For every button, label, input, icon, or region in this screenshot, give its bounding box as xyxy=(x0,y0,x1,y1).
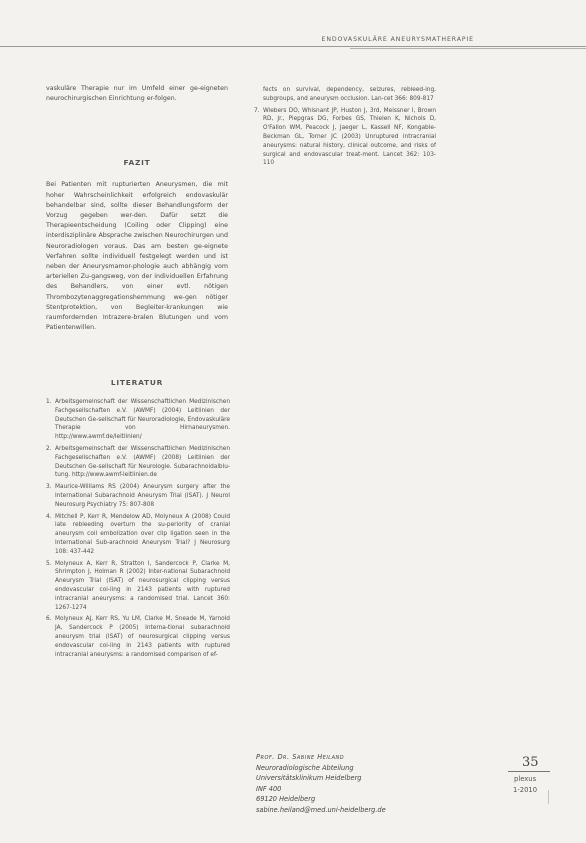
reference-item xyxy=(46,560,230,613)
author-address xyxy=(256,752,456,815)
reference-number: 1. xyxy=(46,399,52,405)
header-rule-secondary xyxy=(350,48,586,49)
reference-text: Wiebers DO, Whisnant JP, Huston J, 3rd, Meissner I, Brown RD, Jr., Piepgras DG, Forbes GS, Thielen K, Nichols D, O'Fallon WM, Peacock J, Jaeger L, Kassell NF, Kongable-Beckman GL, Torner JC (2003) Unruptured intracranial aneurysms: natural history, clinical outcome, and risks of surgical and endovascular treat-ment. Lancet 362: 103-110 xyxy=(263,107,436,167)
reference-number: 3. xyxy=(46,484,52,491)
reference-number: 5. xyxy=(46,560,52,567)
reference-number: 6. xyxy=(46,616,52,623)
fazit-text: Bei Patienten mit rupturierten Aneurysmen, die mit hoher Wahrscheinlichkeit erfolgreich endovaskulär behandelbar sind, sollte dieser Behandlungsform der Vorzug gegeben wer-den. Dafür setzt die Therapieentscheidung (Coiling oder Clipping) eine interdisziplinäre Absprache zwischen Neurochirurgen und Neuroradiologen voraus. Das am besten ge-eignete Verfahren sollte individuell festgelegt werden und ist neben der Aneurysmamor-phologie auch abhängig vom arteriellen Zu-gangsweg, von der individuellen Erfahrung des Behandlers, von einer evtl. nötigen Thrombozytenaggregationshemmung we-gen nötiger Stentprotektion, von Begleiter-krankungen wie raumfordernden Intrazere-bralen Blutungen und vom Patientenwillen. xyxy=(46,181,228,332)
reference-text: Mitchell P, Kerr R, Mendelow AD, Molyneux A (2008) Could late rebleeding overturn the su-periority of cranial aneurysm coil embolization over clip ligation seen in the International Sub-arachnoid Aneurysm Trial? J Neurosurg 108: 437-442 xyxy=(55,513,230,555)
journal-issue: 1-2010 xyxy=(513,786,538,794)
reference-text: Molyneux A, Kerr R, Stratton I, Sandercock P, Clarke M, Shrimpton J, Holman R (2002) Inter-national Subarachnoid Aneurysm Trial (ISAT) of neurosurgical clipping versus endovascular coi-ling in 2143 patients with ruptured intracranial aneurysms: a randomised trial. Lancet 360: 1267-1274 xyxy=(55,560,230,611)
reference-item xyxy=(254,107,436,169)
intro-paragraph: vaskuläre Therapie nur im Umfeld einer ge-eigneten neurochirurgischen Einrichtung er-folgen. xyxy=(46,85,228,103)
reference-item xyxy=(46,445,230,480)
header-rule xyxy=(0,46,586,47)
reference-number: 4. xyxy=(46,513,52,520)
reference-item xyxy=(46,615,230,659)
reference-item xyxy=(46,483,230,509)
reference-list-continued xyxy=(254,86,436,171)
edge-mark xyxy=(548,790,549,804)
author-name: Prof. Dr. Sabine Heiland xyxy=(256,753,345,761)
reference-text: Arbeitsgemeinschaft der Wissenschaftlichen Medizinischen Fachgesellschaften e.V. (AWMF) (2004) Leitlinien der Deutschen Ge-sellschaft für Neuroradiologie, Endovaskuläre Therapie von Hirnaneurysmen. http://www.awmf.de/leitlinien/ xyxy=(55,399,230,441)
reference-list xyxy=(46,398,230,662)
author-line: INF 400 xyxy=(256,784,282,793)
fazit-heading: FAZIT xyxy=(123,158,151,167)
left-column-intro xyxy=(46,84,228,104)
author-line: 69120 Heidelberg xyxy=(256,795,316,803)
author-line: Universitätsklinikum Heidelberg xyxy=(256,774,362,782)
author-email: sabine.heiland@med.uni-heidelberg.de xyxy=(256,805,386,814)
literature-heading: LITERATUR xyxy=(110,378,164,387)
reference-number: 2. xyxy=(46,445,52,452)
journal-name: plexus xyxy=(514,775,537,783)
reference-number: 7. xyxy=(254,107,260,114)
reference-item xyxy=(46,513,230,557)
reference-text: Molyneux AJ, Kerr RS, Yu LM, Clarke M, Sneade M, Yarnold JA, Sandercock P (2005) Interna-tional subarachnoid aneurysm trial (ISAT) of neurosurgical clipping versus endovascular coi-ling in 2143 patients with ruptured intracranial aneurysms: a randomised comparison of ef- xyxy=(55,616,230,658)
reference-item xyxy=(46,398,230,442)
reference-text: Maurice-Williams RS (2004) Aneurysm surgery after the International Subarachnoid Aneurysm Trial (ISAT). J Neurol Neurosurg Psychiatry 75: 807-808 xyxy=(55,484,230,508)
reference-continuation: fects on survival, dependency, seizures, rebleed-ing, subgroups, and aneurysm occlusion. Lan-cet 366: 809-817 xyxy=(263,87,436,102)
page-number: 35 xyxy=(522,755,539,770)
page-number-rule xyxy=(508,771,550,772)
author-line: Neuroradiologische Abteilung xyxy=(256,763,354,772)
reference-text: Arbeitsgemeinschaft der Wissenschaftlichen Medizinischen Fachgesellschaften e.V. (AWMF) (2008) Leitlinien der Deutschen Ge-sellschaft für Neurologie. Subarachnoidalblu-tung. http://www.awmf-leitlinien.de xyxy=(55,445,230,479)
running-head: ENDOVASKULÄRE ANEURYSMATHERAPIE xyxy=(321,36,474,43)
